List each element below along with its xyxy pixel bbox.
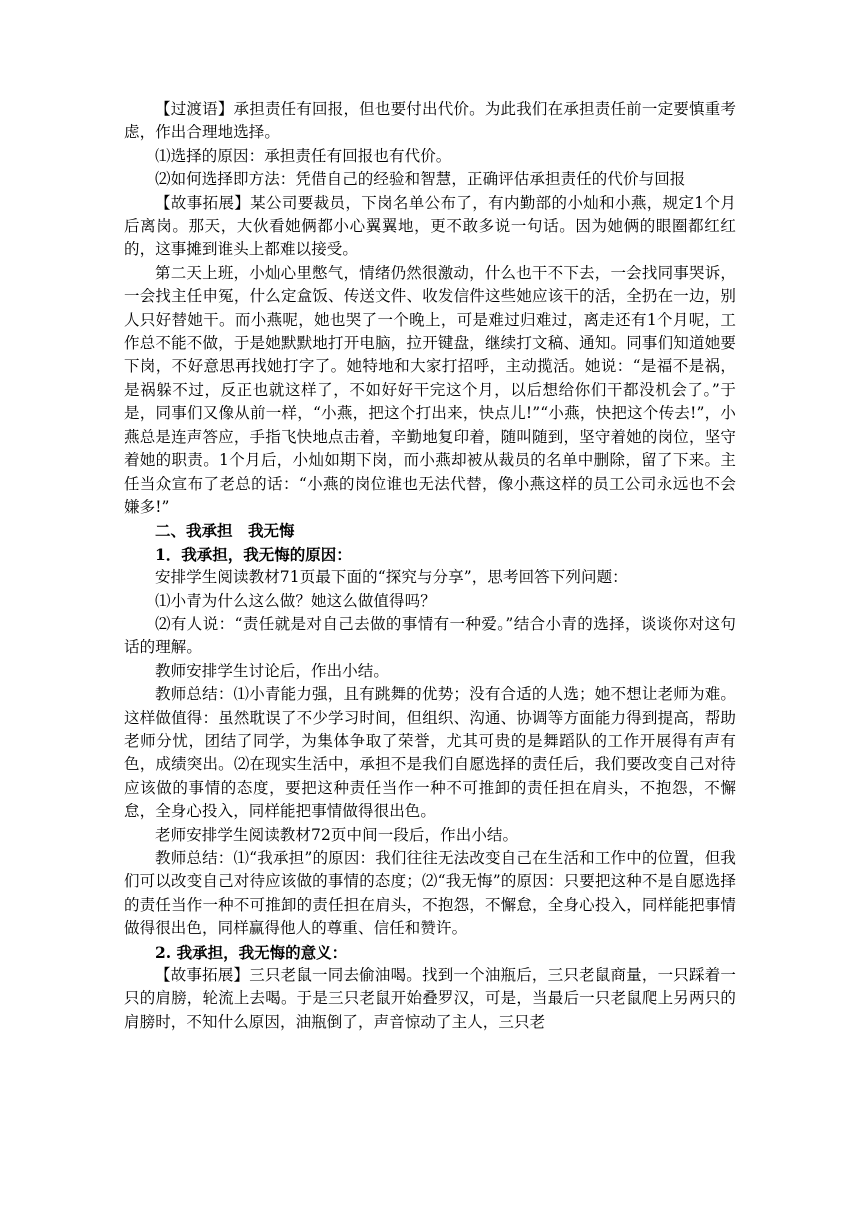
reading-instruction-72: 老师安排学生阅读教材72页中间一段后，作出小结。 xyxy=(155,825,519,844)
transition-paragraph: 【过渡语】承担责任有回报，但也要付出代价。为此我们在承担责任前一定要慎重考虑，作出合理地选择。 xyxy=(124,100,736,142)
subsection-1-heading: 1．我承担，我无悔的原因： xyxy=(155,544,352,564)
teacher-summary-1: 教师总结：⑴小青能力强，且有跳舞的优势；没有合适的人选；她不想让老师为难。这样做值得：虽然耽误了不少学习时间，但组织、沟通、协调等方面能力得到提高，帮助老师分忧，团结了同学，为集体争取了荣誉，尤其可贵的是舞蹈队的工作开展得有声有色，成绩突出。⑵在现实生活中，承担不是我们自愿选择的责任后，我们要改变自己对待应该做的事情的态度，要把这种责任当作一种不可推卸的责任担在肩头，不抱怨，不懈怠，全身心投入，同样能把事情做得很出色。 xyxy=(124,685,736,821)
question-2: ⑵有人说：“责任就是对自己去做的事情有一种爱。”结合小青的选择，谈谈你对这句话的理解。 xyxy=(124,614,736,657)
question-1: ⑴小青为什么这么做？她这么做值得吗？ xyxy=(155,591,436,610)
subsection-2-heading: 2. 我承担，我无悔的意义： xyxy=(155,942,348,962)
story-extension-1-body: 第二天上班，小灿心里憋气，情绪仍然很激动，什么也干不下去，一会找同事哭诉，一会找主任申冤，什么定盒饭、传送文件、收发信件这些她应该干的活，全扔在一边，别人只好替她干。而小燕呢，她也哭了一个晚上，可是难过归难过，离走还有1个月呢，工作总不能不做，于是她默默地打开电脑，拉开键盘，继续打文稿、通知。同事们知道她要下岗，不好意思再找她打字了。她特地和大家打招呼，主动揽活。她说：“是福不是祸，是祸躲不过，反正也就这样了，不如好好干完这个月，以后想给你们干都没机会了。”于是，同事们又像从前一样，“小燕，把这个打出来，快点儿!”“小燕，快把这个传去!”，小燕总是连声答应，手指飞快地点击着，辛勤地复印着，随叫随到，坚守着她的岗位，坚守着她的职责。1个月后，小灿如期下岗，而小燕却被从裁员的名单中删除，留了下来。主任当众宣布了老总的话：“小燕的岗位谁也无法代替，像小燕这样的员工公司永远也不会嫌多!” xyxy=(124,263,736,516)
section-two-heading: 二、我承担 我无悔 xyxy=(155,521,295,541)
teacher-summary-2: 教师总结：⑴“我承担”的原因：我们往往无法改变自己在生活和工作中的位置，但我们可以改变自己对待应该做的事情的态度；⑵“我无悔”的原因：只要把这种不是自愿选择的责任当作一种不可推卸的责任担在肩头，不抱怨，不懈怠，全身心投入，同样能把事情做得很出色，同样赢得他人的尊重、信任和赞许。 xyxy=(124,849,736,938)
story-extension-2: 【故事拓展】三只老鼠一同去偷油喝。找到一个油瓶后，三只老鼠商量，一只踩着一只的肩膀，轮流上去喝。于是三只老鼠开始叠罗汉，可是，当最后一只老鼠爬上另两只的肩膀时，不知什么原因，油瓶倒了，声音惊动了主人，三只老 xyxy=(124,966,736,1031)
choice-method-item: ⑵如何选择即方法：凭借自己的经验和智慧，正确评估承担责任的代价与回报 xyxy=(155,170,686,189)
reading-instruction-71: 安排学生阅读教材71页最下面的“探究与分享”，思考回答下列问题： xyxy=(155,568,628,587)
document-page xyxy=(124,98,736,1034)
choice-reason-item: ⑴选择的原因：承担责任有回报也有代价。 xyxy=(155,146,452,165)
discussion-note: 教师安排学生讨论后，作出小结。 xyxy=(155,661,390,680)
story-extension-1-intro: 【故事拓展】某公司要裁员，下岗名单公布了，有内勤部的小灿和小燕，规定1个月后离岗。那天，大伙看她俩都小心翼翼地，更不敢多说一句话。因为她俩的眼圈都红红的，这事摊到谁头上都难以接受。 xyxy=(124,193,736,259)
